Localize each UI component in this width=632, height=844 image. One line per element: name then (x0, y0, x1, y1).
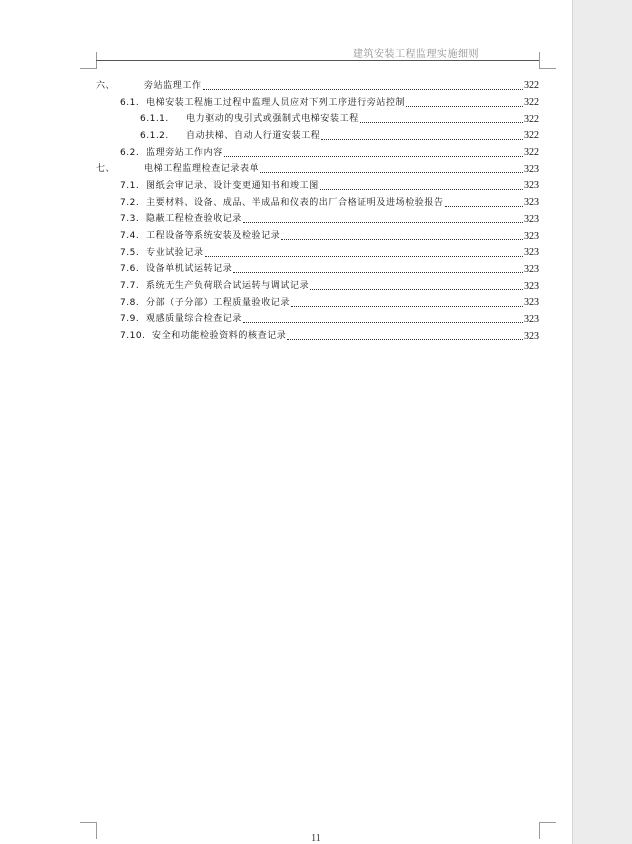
toc-entry-number: 六、 (96, 80, 116, 91)
toc-entry-title: 隐蔽工程检查验收记录 (146, 214, 243, 225)
toc-entry-number: 6.2. (120, 147, 140, 158)
toc-entry[interactable] (96, 195, 539, 212)
header-rule (96, 60, 539, 61)
toc-entry-page: 323 (524, 263, 539, 275)
toc-entry-title: 系统无生产负荷联合试运转与调试记录 (146, 281, 310, 292)
toc-entry-title: 电梯工程监理检查记录表单 (144, 164, 260, 175)
toc-dot-leader (291, 306, 523, 307)
toc-entry[interactable] (96, 212, 539, 229)
toc-entry-title: 旁站监理工作 (144, 80, 202, 91)
toc-entry[interactable] (96, 178, 539, 195)
toc-entry-title: 安全和功能检验资料的核查记录 (152, 331, 287, 342)
toc-entry-title: 观感质量综合检查记录 (146, 314, 243, 325)
toc-entry-title: 监理旁站工作内容 (146, 147, 223, 158)
toc-entry-number: 7.10. (120, 331, 146, 342)
toc-entry-page: 322 (524, 113, 539, 125)
viewer-margin (572, 0, 632, 844)
toc-dot-leader (224, 156, 523, 157)
toc-entry-title: 主要材料、设备、成品、半成品和仪表的出厂合格证明及进场检验报告 (146, 197, 444, 208)
toc-entry[interactable] (96, 328, 539, 345)
toc-entry-title: 电力驱动的曳引式或强制式电梯安装工程 (186, 114, 359, 125)
toc-entry-title: 专业试验记录 (146, 247, 204, 258)
toc-entry[interactable] (96, 128, 539, 145)
crop-mark-top-right (539, 52, 556, 69)
toc-entry-number: 7.5. (120, 247, 140, 258)
toc-entry-page: 323 (524, 330, 539, 342)
toc-dot-leader (260, 172, 523, 173)
toc-entry[interactable] (96, 228, 539, 245)
toc-entry-number: 7.1. (120, 180, 140, 191)
toc-entry-page: 323 (524, 197, 539, 209)
toc-entry[interactable] (96, 111, 539, 128)
toc-dot-leader (281, 239, 523, 240)
table-of-contents (96, 78, 539, 345)
toc-entry-number: 6.1. (120, 97, 140, 108)
toc-dot-leader (205, 256, 523, 257)
toc-entry[interactable] (96, 278, 539, 295)
toc-entry-number: 7.2. (120, 197, 140, 208)
toc-entry-title: 图纸会审记录、设计变更通知书和竣工图 (146, 180, 319, 191)
toc-entry-page: 322 (524, 80, 539, 92)
toc-entry-page: 323 (524, 213, 539, 225)
toc-entry-number: 7.6. (120, 264, 140, 275)
toc-entry-page: 322 (524, 147, 539, 159)
toc-entry-number: 6.1.1. (140, 114, 169, 125)
toc-entry-number: 7.8. (120, 297, 140, 308)
toc-dot-leader (445, 206, 523, 207)
toc-entry[interactable] (96, 262, 539, 279)
toc-dot-leader (243, 222, 523, 223)
toc-entry[interactable] (96, 95, 539, 112)
toc-entry[interactable] (96, 145, 539, 162)
running-header: 建筑安装工程监理实施细则 (353, 49, 479, 60)
toc-entry-page: 323 (524, 297, 539, 309)
toc-entry-page: 323 (524, 313, 539, 325)
toc-dot-leader (360, 122, 523, 123)
toc-dot-leader (203, 89, 523, 90)
toc-entry-page: 323 (524, 230, 539, 242)
toc-dot-leader (321, 139, 523, 140)
toc-entry-page: 323 (524, 180, 539, 192)
toc-dot-leader (233, 272, 523, 273)
toc-entry[interactable] (96, 78, 539, 95)
toc-entry-page: 322 (524, 130, 539, 142)
toc-entry-title: 电梯安装工程施工过程中监理人员应对下列工序进行旁站控制 (146, 97, 406, 108)
toc-dot-leader (320, 189, 523, 190)
toc-entry-number: 7.3. (120, 214, 140, 225)
toc-entry-title: 自动扶梯、自动人行道安装工程 (186, 130, 321, 141)
toc-entry-title: 工程设备等系统安装及检验记录 (146, 231, 281, 242)
toc-entry-page: 323 (524, 280, 539, 292)
toc-dot-leader (310, 289, 523, 290)
toc-entry-page: 323 (524, 163, 539, 175)
toc-entry[interactable] (96, 245, 539, 262)
toc-entry-number: 6.1.2. (140, 130, 169, 141)
toc-entry[interactable] (96, 312, 539, 329)
toc-entry-number: 7.4. (120, 231, 140, 242)
toc-entry-title: 分部（子分部）工程质量验收记录 (146, 297, 291, 308)
toc-dot-leader (243, 322, 523, 323)
toc-entry-number: 7.9. (120, 314, 140, 325)
toc-entry[interactable] (96, 295, 539, 312)
crop-mark-top-left (80, 52, 97, 69)
toc-entry-title: 设备单机试运转记录 (146, 264, 233, 275)
page-number: 11 (311, 833, 321, 844)
toc-dot-leader (287, 339, 523, 340)
toc-entry-page: 322 (524, 97, 539, 109)
toc-entry-number: 7.7. (120, 281, 140, 292)
toc-entry[interactable] (96, 161, 539, 178)
toc-dot-leader (406, 106, 523, 107)
toc-entry-number: 七、 (96, 164, 116, 175)
toc-entry-page: 323 (524, 247, 539, 259)
